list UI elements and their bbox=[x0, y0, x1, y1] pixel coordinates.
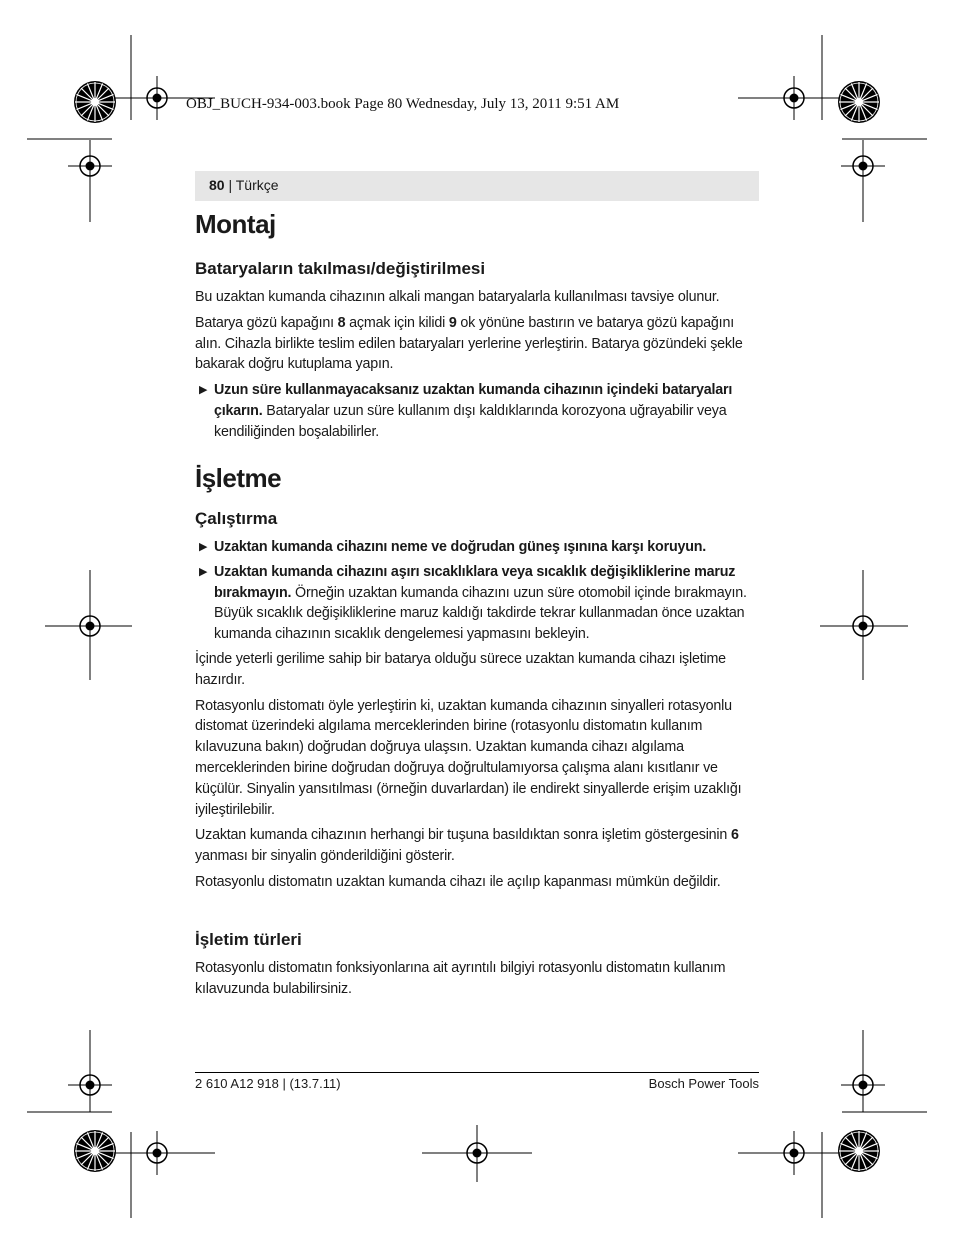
bullet-arrow-icon: ▶ bbox=[199, 565, 208, 578]
section-title-isletme: İşletme bbox=[195, 463, 282, 493]
isletme-body bbox=[195, 537, 761, 898]
footer-divider bbox=[195, 1072, 759, 1073]
isletim-turleri-body bbox=[195, 958, 761, 1005]
bullet-item: ▶ Uzaktan kumanda cihazını neme ve doğrudan güneş ışınına karşı koruyun. bbox=[195, 537, 761, 558]
paragraph: Bu uzaktan kumanda cihazının alkali mangan bataryalarla kullanılması tavsiye olunur. bbox=[195, 289, 720, 305]
paragraph: Rotasyonlu distomatın uzaktan kumanda cihazı ile açılıp kapanması mümkün değildir. bbox=[195, 873, 721, 890]
paragraph: Uzaktan kumanda cihazının herhangi bir tuşuna basıldıktan sonra işletim göstergesinin 6 yanması bir sinyalin gönderildiğini gösterir. bbox=[195, 827, 739, 865]
page-header bbox=[195, 171, 759, 201]
montaj-body bbox=[195, 287, 761, 447]
bullet-arrow-icon: ▶ bbox=[199, 384, 208, 397]
paragraph: Batarya gözü kapağını 8 açmak için kilidi 9 ok yönüne bastırın ve batarya gözü kapağını alın. Cihazla birlikte teslim edilen bataryaları yerlerine yerleştirin. Batarya gözündeki şekle bakarak doğru kutuplama yapın. bbox=[195, 314, 743, 373]
footer-brand: Bosch Power Tools bbox=[648, 1076, 759, 1091]
paragraph: İçinde yeterli gerilime sahip bir batarya olduğu sürece uzaktan kumanda cihazı işletime hazırdır. bbox=[195, 650, 726, 688]
footer-doc-number: 2 610 A12 918 | (13.7.11) bbox=[195, 1076, 341, 1091]
subsection-title-calistirma: Çalıştırma bbox=[195, 509, 278, 528]
subsection-title-batteries: Bataryaların takılması/değiştirilmesi bbox=[195, 259, 486, 278]
section-title-montaj: Montaj bbox=[195, 209, 276, 239]
printer-slug-line: OBJ_BUCH-934-003.book Page 80 Wednesday, July 13, 2011 9:51 AM bbox=[186, 96, 620, 112]
header-separator: | bbox=[224, 177, 236, 193]
bullet-item: ▶ Uzun süre kullanmayacaksanız uzaktan kumanda cihazının içindeki bataryaları çıkarın. Bataryalar uzun süre kullanım dışı kaldıklarında korozyona uğrayabilir veya kendiliğinden boşalabilirler. bbox=[199, 382, 733, 440]
bullet-item: ▶ Uzaktan kumanda cihazını aşırı sıcaklıklara veya sıcaklık değişikliklerine maruz bırakmayın. Örneğin uzaktan kumanda cihazını uzun süre otomobil içinde bırakmayın. Büyük sıcaklık değişikliklerine maruz kaldığı takdirde tekrar kullanmadan önce uzaktan kumanda cihazının sıcaklık dengelemesi yapmasını bekleyin. bbox=[199, 563, 747, 643]
header-language: Türkçe bbox=[235, 177, 279, 193]
paragraph: Rotasyonlu distomatı öyle yerleştirin ki, uzaktan kumanda cihazının sinyalleri rotasyonlu distomat üzerindeki algılama merceklerinden birine (rotasyonlu distomatın kullanım kılavuzuna bakın) doğrudan doğruya ulaşsın. Uzaktan kumanda cihazı algılama merceklerinden birine doğrudan doğruya doğrultulamıyorsa çalışma alanı kısıtlanır ve küçülür. Sinyalin yansıtılması (örneğin duvarlardan) ile endirekt sinyallerde erişim uzaklığı iyileştirilebilir. bbox=[195, 697, 742, 818]
paragraph: Rotasyonlu distomatın fonksiyonlarına ait ayrıntılı bilgiyi rotasyonlu distomatın kullanım kılavuzunda bulabilirsiniz. bbox=[195, 960, 726, 997]
page-number: 80 bbox=[209, 177, 225, 193]
subsection-title-isletim-turleri: İşletim türleri bbox=[195, 930, 302, 949]
bullet-arrow-icon: ▶ bbox=[199, 541, 208, 553]
